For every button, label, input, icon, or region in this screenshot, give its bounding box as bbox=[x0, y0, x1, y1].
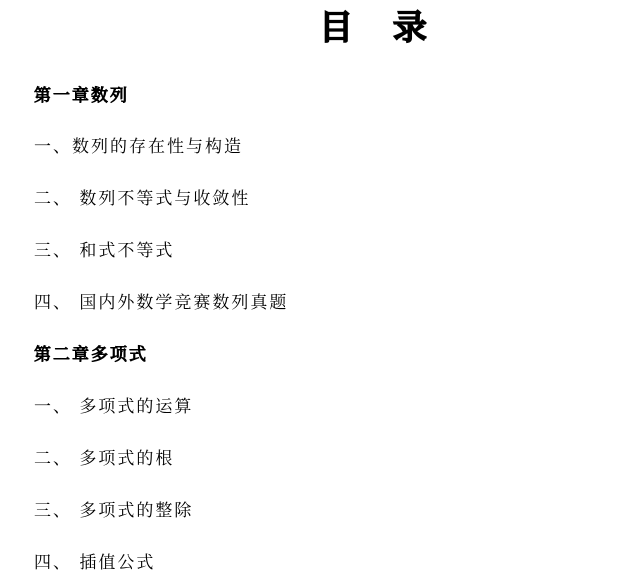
toc-section-item: 二、 多项式的根 bbox=[34, 449, 175, 469]
toc-section-item: 三、 和式不等式 bbox=[34, 241, 175, 261]
toc-chapter-heading: 第二章多项式 bbox=[34, 345, 148, 365]
toc-title: 目 录 bbox=[319, 8, 441, 48]
toc-section-item: 三、 多项式的整除 bbox=[34, 501, 194, 521]
toc-section-item: 四、 插值公式 bbox=[34, 553, 156, 573]
toc-section-item: 一、数列的存在性与构造 bbox=[34, 137, 243, 157]
toc-section-item: 一、 多项式的运算 bbox=[34, 397, 194, 417]
toc-section-item: 四、 国内外数学竞赛数列真题 bbox=[34, 293, 289, 313]
toc-section-item: 二、 数列不等式与收敛性 bbox=[34, 189, 251, 209]
toc-chapter-heading: 第一章数列 bbox=[34, 86, 129, 106]
